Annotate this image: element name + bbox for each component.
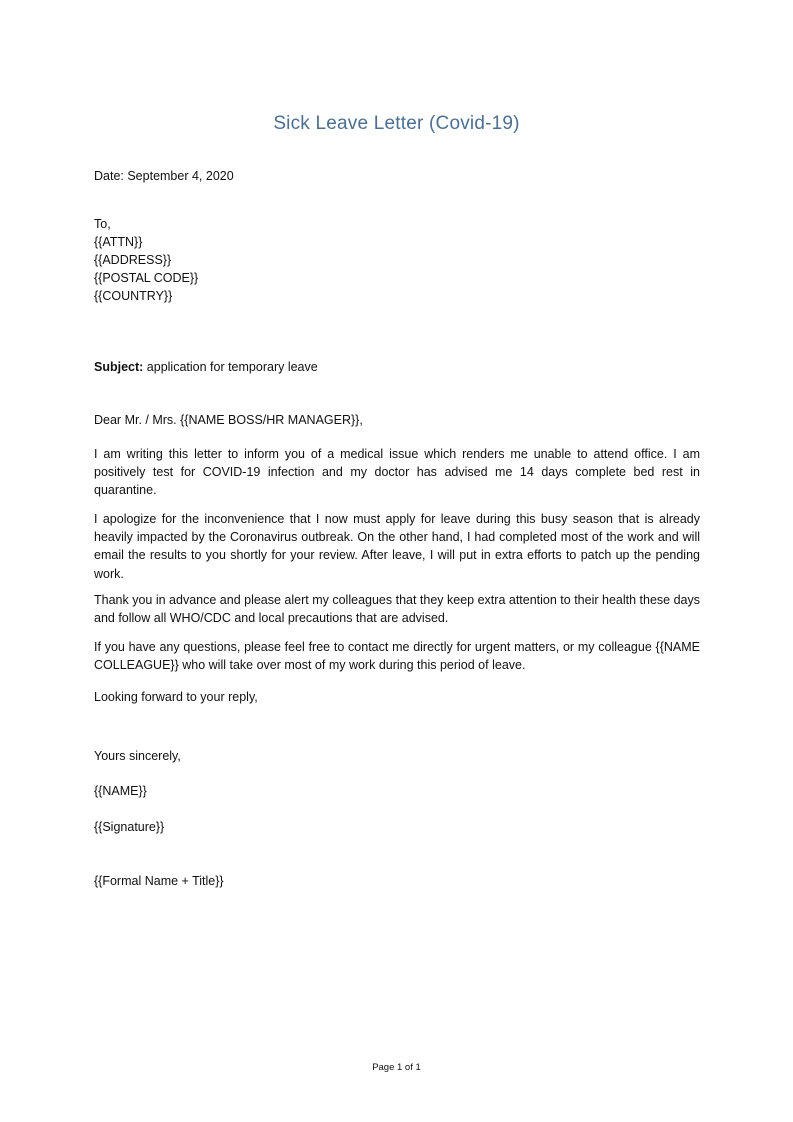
recipient-country: {{COUNTRY}} (94, 289, 173, 303)
signature-placeholder: {{Signature}} (94, 820, 165, 834)
subject-label: Subject: (94, 360, 144, 374)
sender-name: {{NAME}} (94, 784, 147, 798)
recipient-address: {{ADDRESS}} (94, 253, 172, 267)
date-line: Date: September 4, 2020 (94, 169, 234, 183)
body-paragraph: If you have any questions, please feel free to contact me directly for urgent matters, or my colleague {{NAME COLLEAGUE}} who will take over most of my work during this period of leave. (94, 640, 700, 673)
page-footer: Page 1 of 1 (372, 1062, 421, 1073)
formal-name-title: {{Formal Name + Title}} (94, 874, 224, 888)
subject-line (94, 358, 318, 376)
closing-line: Looking forward to your reply, (94, 690, 258, 704)
subject-text: application for temporary leave (143, 360, 318, 374)
body-paragraph: I apologize for the inconvenience that I now must apply for leave during this busy season that is already heavily impacted by the Coronavirus outbreak. On the other hand, I had completed most of the work and will email the results to you shortly for your review. After leave, I will put in extra efforts to patch up the pending work. (94, 512, 700, 581)
sign-off: Yours sincerely, (94, 749, 181, 763)
body-paragraph: I am writing this letter to inform you of a medical issue which renders me unable to attend office. I am positively test for COVID-19 infection and my doctor has advised me 14 days complete bed rest in quarantine. (94, 447, 700, 498)
body-paragraph: Thank you in advance and please alert my colleagues that they keep extra attention to their health these days and follow all WHO/CDC and local precautions that are advised. (94, 593, 700, 626)
page-title: Sick Leave Letter (Covid-19) (273, 113, 520, 134)
salutation: Dear Mr. / Mrs. {{NAME BOSS/HR MANAGER}}, (94, 413, 363, 427)
recipient-postal-code: {{POSTAL CODE}} (94, 271, 199, 285)
recipient-to: To, (94, 217, 111, 231)
recipient-attn: {{ATTN}} (94, 235, 143, 249)
